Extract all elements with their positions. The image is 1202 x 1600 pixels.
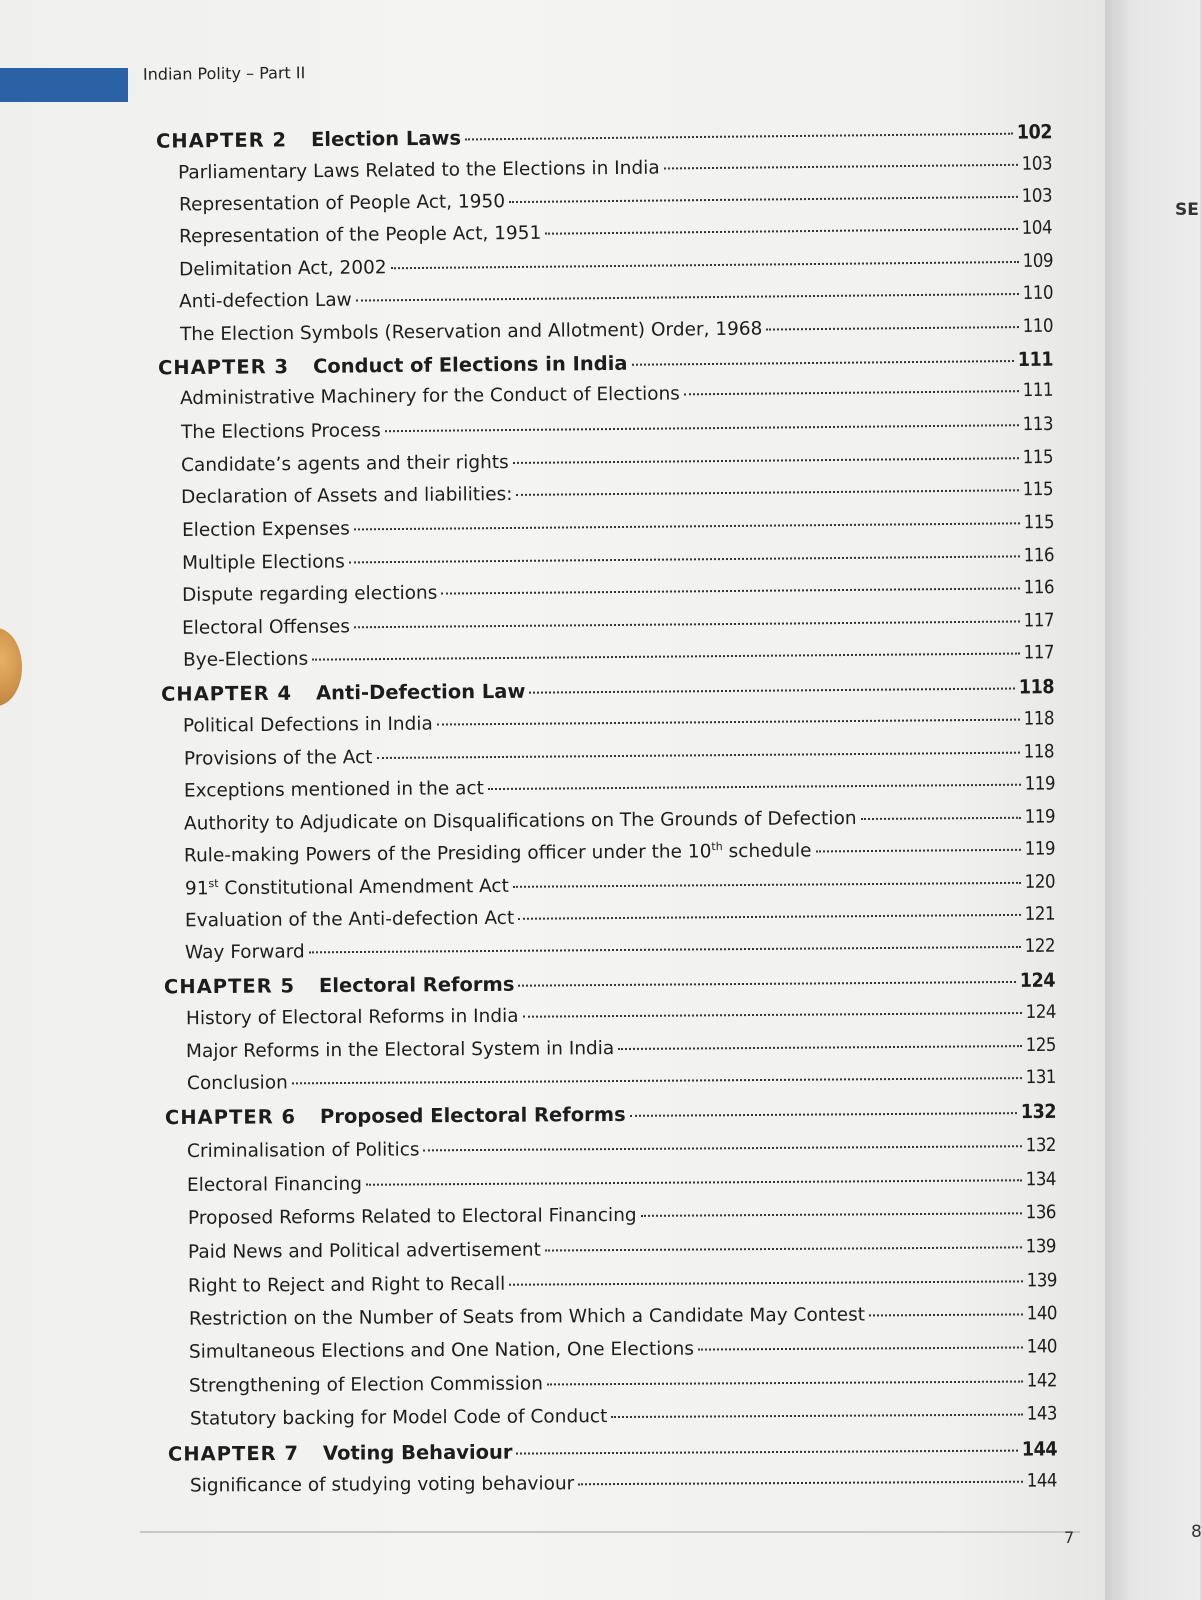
entry-page-number: 110 xyxy=(1022,315,1054,338)
toc-entry xyxy=(186,1035,1056,1062)
entry-page-number: 116 xyxy=(1023,577,1055,599)
entry-title: Way Forward xyxy=(184,941,305,964)
entry-page-number: 144 xyxy=(1021,1437,1058,1461)
entry-page-number: 122 xyxy=(1024,935,1056,957)
toc-entry xyxy=(187,1067,1056,1094)
toc-entry xyxy=(189,1336,1057,1362)
entry-title: Exceptions mentioned in the act xyxy=(183,778,484,802)
entry-title: Parliamentary Laws Related to the Elections in India xyxy=(177,157,660,184)
dot-leader xyxy=(641,1212,1022,1217)
toc-entry xyxy=(186,1002,1056,1029)
entry-title: Simultaneous Elections and One Nation, One Elections xyxy=(188,1338,695,1363)
chapter-number: CHAPTER 6 xyxy=(164,1105,297,1130)
toc-entry xyxy=(188,1236,1056,1263)
entry-page-number: 118 xyxy=(1023,741,1055,763)
entry-page-number: 120 xyxy=(1024,871,1056,893)
dot-leader xyxy=(441,587,1019,594)
entry-title: Anti-defection Law xyxy=(178,289,352,313)
chapter-heading xyxy=(161,675,1054,706)
dot-leader xyxy=(545,228,1017,235)
chapter-title: Election Laws xyxy=(310,126,462,152)
chapter-label xyxy=(156,126,461,152)
dot-leader xyxy=(516,489,1018,496)
entry-title: Conclusion xyxy=(186,1072,288,1095)
dot-leader xyxy=(518,914,1021,920)
dot-leader xyxy=(354,522,1020,530)
entry-page-number: 132 xyxy=(1020,1099,1057,1124)
toc-entry xyxy=(180,316,1053,346)
chapter-number: CHAPTER 2 xyxy=(155,128,288,153)
entry-page-number: 113 xyxy=(1022,413,1054,436)
chapter-title: Conduct of Elections in India xyxy=(312,351,628,378)
toc-entry xyxy=(179,186,1052,216)
toc-entry xyxy=(181,447,1053,476)
toc-entry xyxy=(184,741,1054,769)
entry-title: Declaration of Assets and liabilities: xyxy=(180,483,513,509)
entry-title: History of Electoral Reforms in India xyxy=(185,1005,519,1030)
entry-title: Statutory backing for Model Code of Conduct xyxy=(189,1406,608,1430)
chapter-title: Anti-Defection Law xyxy=(315,679,526,705)
entry-page-number: 124 xyxy=(1019,968,1056,992)
entry-page-number: 119 xyxy=(1024,838,1056,860)
entry-title: Dispute regarding elections xyxy=(181,582,438,606)
entry-title: Major Reforms in the Electoral System in India xyxy=(185,1038,615,1063)
dot-leader xyxy=(664,164,1018,170)
chapter-label xyxy=(165,1103,626,1129)
dot-leader xyxy=(861,817,1021,820)
toc-entry xyxy=(190,1403,1057,1429)
entry-title: Proposed Reforms Related to Electoral Financing xyxy=(187,1204,637,1229)
entry-page-number: 117 xyxy=(1023,610,1055,632)
toc-entry xyxy=(179,218,1052,248)
dot-leader xyxy=(513,882,1021,888)
entry-page-number: 118 xyxy=(1018,675,1055,699)
dot-leader xyxy=(766,326,1018,330)
entry-title: Electoral Offenses xyxy=(181,616,351,639)
entry-page-number: 104 xyxy=(1021,217,1053,239)
dot-leader xyxy=(632,360,1014,366)
entry-page-number: 125 xyxy=(1025,1034,1057,1057)
dot-leader xyxy=(385,424,1019,432)
entry-title: Right to Reject and Right to Recall xyxy=(187,1273,506,1297)
toc-entry xyxy=(188,1202,1056,1229)
entry-page-number: 139 xyxy=(1026,1270,1058,1292)
entry-title: Strengthening of Election Commission xyxy=(188,1373,543,1397)
chapter-title: Proposed Electoral Reforms xyxy=(319,1102,626,1129)
entry-page-number: 143 xyxy=(1026,1403,1058,1425)
chapter-title: Voting Behaviour xyxy=(322,1440,513,1465)
chapter-number: CHAPTER 4 xyxy=(160,681,293,706)
entry-title: 91st Constitutional Amendment Act xyxy=(184,875,509,900)
toc-entry xyxy=(187,1169,1056,1196)
dot-leader xyxy=(611,1414,1022,1418)
entry-page-number: 111 xyxy=(1022,379,1054,402)
dot-leader xyxy=(309,946,1021,953)
chapter-label xyxy=(158,352,628,380)
entry-title: Representation of People Act, 1950 xyxy=(178,191,506,216)
toc-entry xyxy=(185,936,1055,964)
entry-page-number: 103 xyxy=(1021,153,1053,175)
entry-title: Restriction on the Number of Seats from Which a Candidate May Contest xyxy=(188,1304,866,1330)
toc-entry xyxy=(190,1471,1057,1497)
chapter-heading xyxy=(168,1437,1057,1465)
entry-page-number: 115 xyxy=(1022,446,1054,469)
entry-title: Candidate’s agents and their rights xyxy=(180,452,509,477)
chapter-number: CHAPTER 3 xyxy=(157,355,290,380)
toc-entry xyxy=(184,839,1055,867)
entry-page-number: 103 xyxy=(1021,185,1053,207)
dot-leader xyxy=(518,981,1015,987)
entry-page-number: 119 xyxy=(1024,773,1056,795)
dot-leader xyxy=(292,1077,1022,1084)
entry-page-number: 115 xyxy=(1022,478,1054,501)
entry-title: Electoral Financing xyxy=(186,1173,362,1196)
next-page-fragment-bottom: 8 xyxy=(1191,1522,1202,1542)
chapter-number: CHAPTER 5 xyxy=(163,974,296,999)
dot-leader xyxy=(869,1313,1023,1316)
entry-page-number: 142 xyxy=(1026,1370,1058,1392)
entry-page-number: 121 xyxy=(1024,903,1056,925)
dot-leader xyxy=(578,1481,1022,1486)
chapter-title: Electoral Reforms xyxy=(318,972,515,998)
entry-page-number: 119 xyxy=(1024,806,1056,828)
entry-title: Provisions of the Act xyxy=(183,747,373,770)
dot-leader xyxy=(423,1145,1021,1151)
entry-title: Election Expenses xyxy=(181,518,350,541)
toc-entry xyxy=(182,545,1054,574)
dot-leader xyxy=(509,1280,1023,1285)
entry-title: Authority to Adjudicate on Disqualifications on The Grounds of Defection xyxy=(183,808,857,835)
entry-title: Delimitation Act, 2002 xyxy=(178,257,387,281)
dot-leader xyxy=(349,555,1020,563)
toc-entry xyxy=(183,708,1054,736)
dot-leader xyxy=(366,1179,1022,1185)
toc-entry xyxy=(181,479,1053,508)
dot-leader xyxy=(391,261,1019,269)
entry-title: The Election Symbols (Reservation and Allotment) Order, 1968 xyxy=(179,318,763,346)
entry-page-number: 124 xyxy=(1025,1001,1057,1024)
dot-leader xyxy=(816,849,1021,853)
entry-title: Evaluation of the Anti-defection Act xyxy=(184,907,515,932)
entry-page-number: 117 xyxy=(1023,642,1055,664)
toc-entry xyxy=(183,642,1054,671)
entry-title: Representation of the People Act, 1951 xyxy=(178,222,542,248)
entry-page-number: 116 xyxy=(1023,545,1055,567)
dot-leader xyxy=(547,1381,1023,1386)
toc-entry xyxy=(182,512,1054,541)
dot-leader xyxy=(437,719,1020,726)
toc-entry xyxy=(181,414,1053,443)
toc-entry xyxy=(179,283,1053,313)
chapter-heading xyxy=(158,348,1053,380)
dot-leader xyxy=(356,293,1019,302)
entry-page-number: 140 xyxy=(1026,1303,1058,1325)
entry-title: Multiple Elections xyxy=(181,551,345,574)
entry-title: Paid News and Political advertisement xyxy=(187,1239,541,1263)
entry-title: Bye-Elections xyxy=(182,648,309,671)
toc-entry xyxy=(182,577,1054,606)
chapter-heading xyxy=(164,969,1055,999)
chapter-label xyxy=(168,1441,513,1466)
chapter-heading xyxy=(156,120,1052,152)
entry-page-number: 131 xyxy=(1025,1066,1057,1089)
dot-leader xyxy=(488,784,1021,790)
dot-leader xyxy=(354,620,1020,628)
toc-entry xyxy=(180,380,1053,409)
toc-entry xyxy=(185,872,1055,900)
dot-leader xyxy=(523,1012,1022,1018)
entry-page-number: 118 xyxy=(1023,708,1055,730)
dot-leader xyxy=(618,1045,1022,1050)
dot-leader xyxy=(698,1347,1023,1351)
toc-entry xyxy=(184,773,1055,801)
entry-title: Criminalisation of Politics xyxy=(186,1139,420,1163)
dot-leader xyxy=(465,133,1013,141)
chapter-label xyxy=(161,680,526,706)
toc-entry xyxy=(179,251,1053,281)
dot-leader xyxy=(312,653,1020,661)
dot-leader xyxy=(529,688,1014,694)
dot-leader xyxy=(630,1112,1017,1117)
dot-leader xyxy=(545,1246,1022,1251)
toc-entry xyxy=(189,1303,1057,1330)
running-header: Indian Polity – Part II xyxy=(142,63,306,84)
entry-page-number: 109 xyxy=(1022,250,1054,272)
bottom-divider xyxy=(140,1531,1080,1533)
entry-page-number: 144 xyxy=(1026,1470,1058,1492)
entry-page-number: 111 xyxy=(1017,347,1054,372)
toc-entry xyxy=(178,153,1052,183)
dot-leader xyxy=(516,1450,1017,1455)
dot-leader xyxy=(684,390,1019,395)
entry-page-number: 132 xyxy=(1025,1134,1057,1157)
entry-title: Administrative Machinery for the Conduct of Elections xyxy=(179,383,680,410)
dot-leader xyxy=(377,752,1020,759)
dot-leader xyxy=(513,457,1019,464)
entry-page-number: 136 xyxy=(1025,1202,1057,1224)
toc-entry xyxy=(185,904,1055,932)
entry-title: Significance of studying voting behaviour xyxy=(189,1473,575,1497)
entry-title: The Elections Process xyxy=(180,420,381,444)
next-page-edge xyxy=(1105,0,1200,1600)
chapter-number: CHAPTER 7 xyxy=(167,1441,300,1466)
entry-page-number: 134 xyxy=(1025,1169,1057,1191)
entry-page-number: 115 xyxy=(1023,512,1055,534)
toc-entry xyxy=(184,806,1055,834)
entry-title: Rule-making Powers of the Presiding officer under the 10th schedule xyxy=(183,840,812,867)
entry-title: Political Defections in India xyxy=(182,713,433,737)
dot-leader xyxy=(509,196,1018,203)
entry-page-number: 102 xyxy=(1016,120,1053,144)
chapter-heading xyxy=(165,1100,1056,1129)
toc-entry xyxy=(187,1135,1056,1162)
entry-page-number: 110 xyxy=(1022,282,1054,304)
entry-page-number: 140 xyxy=(1026,1336,1058,1358)
toc-entry xyxy=(182,610,1054,639)
entry-page-number: 139 xyxy=(1025,1236,1057,1258)
page-number: 7 xyxy=(1064,1528,1075,1547)
toc-entry xyxy=(189,1370,1057,1396)
next-page-fragment-top: SE xyxy=(1175,200,1199,220)
chapter-label xyxy=(164,973,515,999)
toc-entry xyxy=(188,1270,1057,1297)
